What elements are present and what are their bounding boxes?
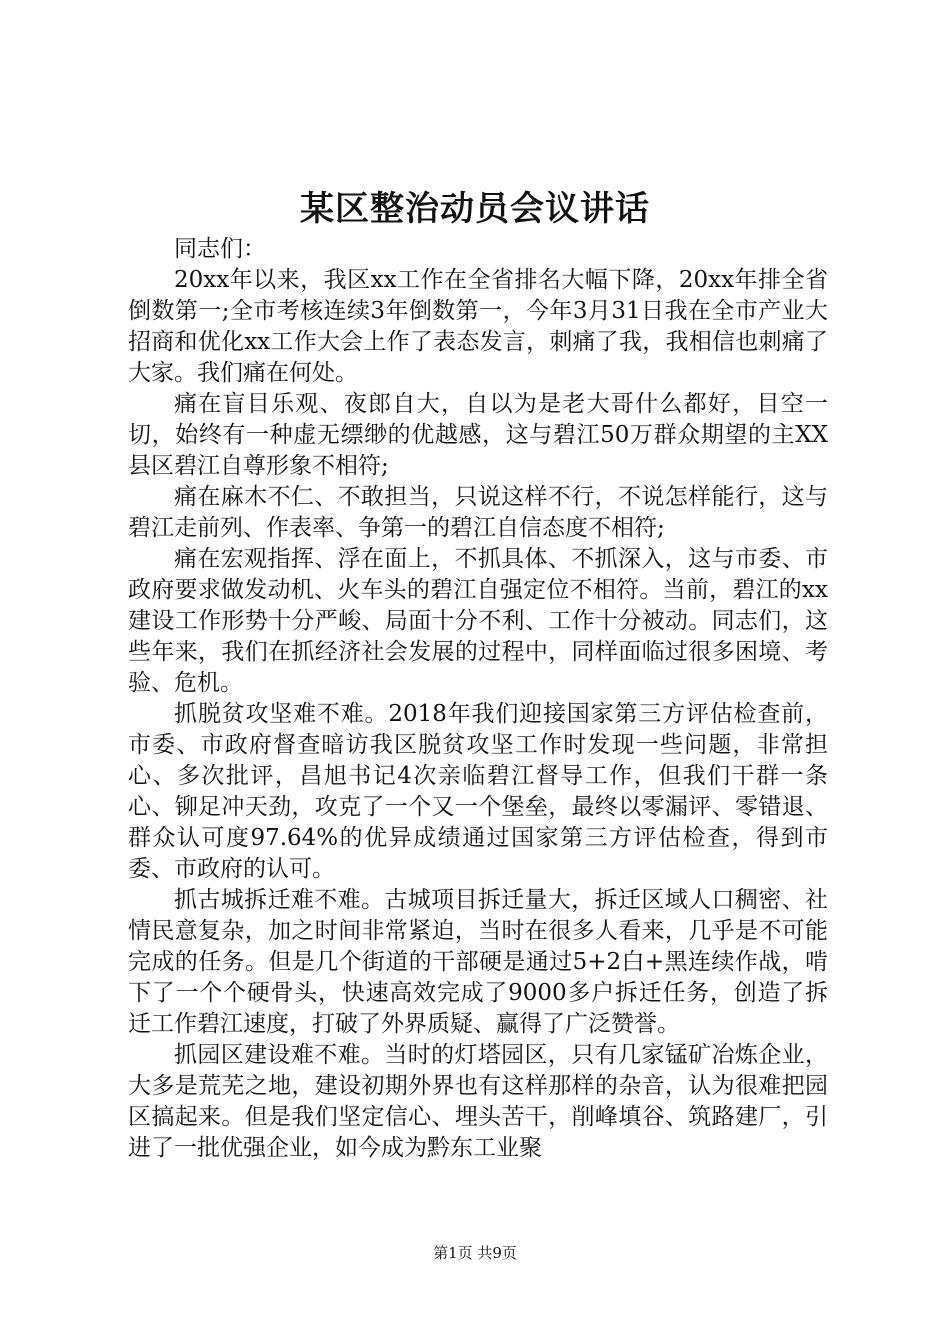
document-body [128,234,828,1164]
paragraph: 痛在宏观指挥、浮在面上，不抓具体、不抓深入，这与市委、市政府要求做发动机、火车头的碧江自强定位不相符。当前，碧江的xx建设工作形势十分严峻、局面十分不利、工作十分被动。同志们，这些年来，我们在抓经济社会发展的过程中，同样面临过很多困境、考验、危机。 [128,546,828,696]
salutation: 同志们： [174,236,266,262]
paragraph: 痛在盲目乐观、夜郎自大，自以为是老大哥什么都好，目空一切，始终有一种虚无缥缈的优越感，这与碧江50万群众期望的主XX县区碧江自尊形象不相符; [128,391,828,479]
paragraph: 抓古城拆迁难不难。古城项目拆迁量大，拆迁区域人口稠密、社情民意复杂，加之时间非常紧迫，当时在很多人看来，几乎是不可能完成的任务。但是几个街道的干部硬是通过5+2白+黑连续作战，啃下了一个个硬骨头，快速高效完成了9000多户拆迁任务，创造了拆迁工作碧江速度，打破了外界质疑、赢得了广泛赞誉。 [128,887,828,1037]
paragraph: 抓脱贫攻坚难不难。2018年我们迎接国家第三方评估检查前，市委、市政府督查暗访我区脱贫攻坚工作时发现一些问题，非常担心、多次批评，昌旭书记4次亲临碧江督导工作，但我们干群一条心、铆足冲天劲，攻克了一个又一个堡垒，最终以零漏评、零错退、群众认可度97.64%的优异成绩通过国家第三方评估检查，得到市委、市政府的认可。 [128,701,828,882]
paragraph: 20xx年以来，我区xx工作在全省排名大幅下降，20xx年排全省倒数第一;全市考核连续3年倒数第一，今年3月31日我在全市产业大招商和优化xx工作大会上作了表态发言，刺痛了我，我相信也刺痛了大家。我们痛在何处。 [128,267,828,386]
paragraph: 抓园区建设难不难。当时的灯塔园区，只有几家锰矿冶炼企业，大多是荒芜之地，建设初期外界也有这样那样的杂音，认为很难把园区搞起来。但是我们坚定信心、埋头苦干，削峰填谷、筑路建厂，引进了一批优强企业，如今成为黔东工业聚 [128,1042,828,1161]
paragraph: 痛在麻木不仁、不敢担当，只说这样不行，不说怎样能行，这与碧江走前列、作表率、争第一的碧江自信态度不相符; [128,484,828,541]
document-title: 某区整治动员会议讲话 [300,189,650,229]
page-footer: 第1页 共9页 [433,1244,517,1262]
